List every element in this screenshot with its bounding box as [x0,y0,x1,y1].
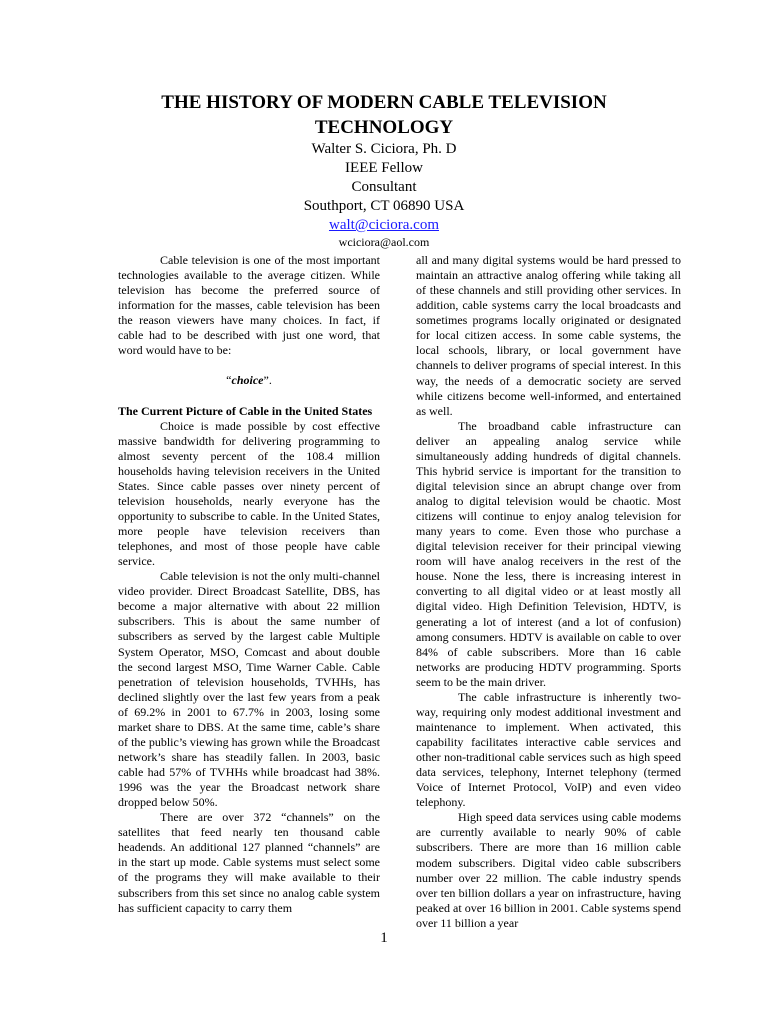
paper-header [0,90,768,250]
body-paragraph: all and many digital systems would be hard pressed to maintain an attractive analog offering while taking all of these channels and still providing other services. In addition, cable systems carry the local broadcasts and sometimes programs locally originated or designated for local citizen access. In some cable systems, the local schools, library, or local government have channels to deliver programs of special interest. In this way, the needs of a democratic society are served while citizens become well-informed, and entertained as well. [416,253,681,418]
right-column [416,253,681,931]
body-paragraph: The cable infrastructure is inherently two-way, requiring only modest additional investment and maintenance to implement. When activated, this capability facilitates interactive cable services and other non-traditional cable services such as high speed data services, telephony, Internet telephony (termed Voice of Internet Protocol, VoIP) and even video telephony. [416,689,681,810]
choice-word: choice [231,373,264,388]
author-role: Consultant [351,179,417,195]
left-column [118,253,380,916]
author-location: Southport, CT 06890 USA [303,198,465,214]
page-number: 1 [380,930,388,946]
author-name: Walter S. Ciciora, Ph. D [311,141,457,157]
intro-paragraph: Cable television is one of the most important technologies available to the average citizen. While television has become the preferred source of information for the masses, cable television has been the reason viewers have many choices. In fact, if cable had to be described with just one word, that word would have to be: [118,253,380,358]
body-paragraph: Choice is made possible by cost effective massive bandwidth for delivering programming to almost seventy percent of the 108.4 million households having television receivers in the United States. Since cable passes over ninety percent of television households, nearly everyone has the opportunity to subscribe to cable. In the United States, more people have television receivers than telephones, and most of those people have cable service. [118,418,380,569]
body-paragraph: High speed data services using cable modems are currently available to nearly 90% of cable subscribers. There are more than 16 million cable modem subscribers. Digital video cable subscribers number over 22 million. The cable industry spends over ten billion dollars a year on infrastructure, having peaked at over 16 billion in 2001. Cable systems spend over 11 billion a year [416,810,681,930]
body-paragraph: The broadband cable infrastructure can deliver an appealing analog service while simultaneously adding hundreds of digital channels. This hybrid service is important for the transition to digital television since an abrupt change over from analog to digital television would be chaotic. Most citizens will continue to enjoy analog television for many years to come. Even those who purchase a digital television receiver for their principal viewing room will have analog receivers in the rest of the house. None the less, there is increasing interest in converting to all digital video or at least mostly all digital video. High Definition Television, HDTV, is generating a lot of interest (and a lot of confusion) among consumers. HDTV is available on cable to over 84% of cable subscribers. More than 16 cable networks are producing HDTV programming. Sports seem to be the main driver. [416,418,681,689]
body-paragraph: Cable television is not the only multi-channel video provider. Direct Broadcast Satellite, DBS, has become a major alternative with about 22 million subscribers. This is about the same number of subscribers as served by the largest cable Multiple System Operator, MSO, Comcast and about double the second largest MSO, Time Warner Cable. Cable penetration of television households, TVHHs, has declined slightly over the last few years from a peak of 69.2% in 2001 to 67.7% in 2003, losing some market share to DBS. At the same time, cable’s share of the public’s viewing has grown while the Broadcast network’s share has steadily fallen. In 2003, basic cable had 57% of TVHHs while broadcast had 38%. 1996 was the year the Broadcast network share dropped below 50%. [118,569,380,810]
author-email-link[interactable]: walt@ciciora.com [328,217,440,233]
author-affiliation: IEEE Fellow [345,160,423,176]
author-email-secondary: wciciora@aol.com [338,235,430,249]
section-heading: The Current Picture of Cable in the United States [118,403,373,418]
choice-open-quote: “ [226,373,232,388]
body-paragraph: There are over 372 “channels” on the satellites that feed nearly ten thousand cable headends. An additional 127 planned “channels” are in the start up mode. Cable systems must select some of the programs they will make available to their subscribers from this set since no analog cable system has sufficient capacity to carry them [118,810,380,915]
paper-title: THE HISTORY OF MODERN CABLE TELEVISION TECHNOLOGY [161,92,607,138]
choice-close-quote: ”. [263,373,272,388]
choice-line [118,373,380,388]
